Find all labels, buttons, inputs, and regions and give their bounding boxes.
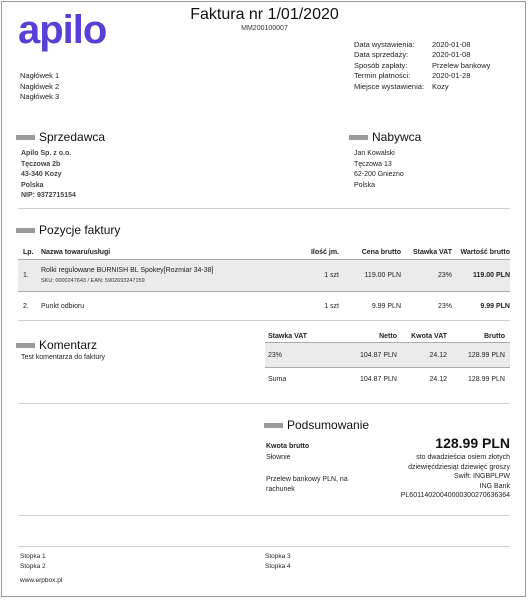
meta-value: Kozy xyxy=(432,81,449,91)
summary-heading xyxy=(264,418,369,432)
summary-payment-line: Przelew bankowy PLN, na xyxy=(266,476,348,483)
seller-heading xyxy=(16,130,105,144)
comment-heading xyxy=(16,338,97,352)
col-value: Wartość brutto xyxy=(460,249,510,256)
meta-row xyxy=(354,82,490,92)
buyer-heading xyxy=(349,130,421,144)
vat-total-vat: 24.12 xyxy=(429,375,447,383)
summary-gross-value: 128.99 PLN xyxy=(435,435,510,451)
vat-total-row xyxy=(265,368,510,390)
meta-value: Przelew bankowy xyxy=(432,60,491,70)
buyer-line: 62-200 Gniezno xyxy=(354,171,404,178)
footer-line: Stopka 1 xyxy=(20,553,46,560)
meta-label: Miejsce wystawienia: xyxy=(354,81,425,91)
footer-right xyxy=(265,552,291,571)
summary-words xyxy=(408,453,510,472)
vat-header-row xyxy=(265,330,510,342)
vat-rate: 23% xyxy=(268,351,283,359)
meta-value: 2020-01-08 xyxy=(432,40,471,49)
summary-bank-name: ING Bank xyxy=(479,482,510,490)
seller-title: Sprzedawca xyxy=(39,130,106,144)
vat-gross: 128.99 PLN xyxy=(468,351,505,359)
seller-line: 43-340 Kozy xyxy=(21,171,62,178)
meta-row xyxy=(354,61,490,71)
footer-left xyxy=(20,552,46,571)
seller-line: Tęczowa 2b xyxy=(21,160,61,168)
table-row xyxy=(18,259,510,292)
summary-swift: Swift: INGBPLPW xyxy=(453,473,510,480)
section-bar xyxy=(264,423,283,428)
summary-words-line: sto dwadzieścia osiem złotych xyxy=(416,454,510,461)
section-bar xyxy=(349,135,368,140)
row-price: 119.00 PLN xyxy=(364,272,401,279)
table-row xyxy=(18,292,510,321)
section-bar xyxy=(16,343,35,348)
document-number: MM200100007 xyxy=(241,25,288,32)
summary-words-line: dziewięćdziesiąt dziewięć groszy xyxy=(408,463,510,471)
summary-bank xyxy=(401,472,510,501)
seller-line: NIP: 9372715154 xyxy=(21,192,76,199)
items-title: Pozycje faktury xyxy=(39,223,121,237)
col-price: Cena brutto xyxy=(361,249,401,256)
header-lines xyxy=(20,71,59,103)
summary-payment-row xyxy=(266,472,510,501)
vat-row xyxy=(265,342,510,368)
summary-gross-label: Kwota brutto xyxy=(266,443,310,450)
buyer-line: Tęczowa 13 xyxy=(354,160,392,168)
col-name: Nazwa towaru/usługi xyxy=(41,249,111,256)
row-value: 9.99 PLN xyxy=(480,302,510,310)
buyer-line: Polska xyxy=(354,181,376,189)
footer-line: Stopka 3 xyxy=(265,553,291,560)
row-name: Rolki regulowane BURNISH BL Spokey[Rozmiar 34-38] xyxy=(41,267,214,274)
summary-payment-line: rachunek xyxy=(266,485,295,493)
meta-row xyxy=(354,40,490,50)
row-sku: SKU: 0000247643 / EAN: 5902693247159 xyxy=(41,278,145,284)
summary-title: Podsumowanie xyxy=(287,418,370,432)
vat-col-gross: Brutto xyxy=(484,332,505,340)
summary-payment-label xyxy=(266,472,348,501)
row-name-cell xyxy=(41,267,269,284)
footer-line: Stopka 2 xyxy=(20,562,46,570)
seller-line: Apilo Sp. z o.o. xyxy=(21,150,72,157)
meta-row xyxy=(354,71,490,81)
row-qty: 1 szt xyxy=(324,272,339,279)
divider xyxy=(18,515,510,516)
vat-col-vat: Kwota VAT xyxy=(411,332,447,340)
meta-value: 2020-01-08 xyxy=(432,50,471,60)
seller-line: Polska xyxy=(21,181,44,189)
summary-gross-row xyxy=(266,435,510,451)
meta-label: Termin płatności: xyxy=(354,71,411,81)
comment-text: Test komentarza do faktury xyxy=(21,354,106,361)
footer-line: Stopka 4 xyxy=(265,562,291,570)
row-name: Punkt odbioru xyxy=(41,302,85,310)
divider xyxy=(18,208,510,209)
items-heading xyxy=(16,223,120,237)
col-qty: Ilość jm. xyxy=(310,249,339,256)
row-vat: 23% xyxy=(437,302,452,310)
document-title: Faktura nr 1/01/2020 xyxy=(190,6,339,23)
section-bar xyxy=(16,135,35,140)
row-vat: 23% xyxy=(437,272,452,279)
buyer-line: Jan Kowalski xyxy=(354,150,395,157)
buyer-title: Nabywca xyxy=(372,130,422,144)
meta-label: Sposób zapłaty: xyxy=(354,60,408,70)
vat-total-net: 104.87 PLN xyxy=(360,375,397,383)
section-bar xyxy=(16,228,35,233)
vat-table xyxy=(265,330,510,390)
summary-words-row xyxy=(266,453,510,472)
header-line: Nagłówek 1 xyxy=(20,71,60,80)
col-vat: Stawka VAT xyxy=(412,249,452,256)
row-value: 119.00 PLN xyxy=(473,272,510,279)
row-qty: 1 szt xyxy=(324,302,339,310)
vat-col-rate: Stawka VAT xyxy=(268,332,308,340)
row-lp: 1. xyxy=(23,272,29,279)
vat-col-net: Netto xyxy=(379,332,397,340)
comment-title: Komentarz xyxy=(39,338,98,352)
meta-value: 2020-01-28 xyxy=(432,71,471,81)
footer-site: www.erpbox.pl xyxy=(20,577,63,584)
vat-total-label: Suma xyxy=(268,375,287,383)
meta-label: Data wystawienia: xyxy=(354,40,415,49)
invoice-meta xyxy=(354,40,490,92)
row-price: 9.99 PLN xyxy=(371,302,401,310)
buyer-details xyxy=(354,149,404,191)
apilo-logo: apilo xyxy=(18,8,107,52)
header-line: Nagłówek 2 xyxy=(20,81,60,91)
row-lp: 2. xyxy=(23,302,29,310)
divider xyxy=(18,403,510,404)
summary-iban: PL60114020040000300270636364 xyxy=(400,492,510,499)
items-table xyxy=(18,246,510,321)
seller-details xyxy=(21,149,76,202)
vat-amount: 24.12 xyxy=(429,351,447,359)
header-line: Nagłówek 3 xyxy=(20,92,60,101)
meta-label: Data sprzedaży: xyxy=(354,50,409,60)
summary-words-label: Słownie xyxy=(266,454,291,461)
summary-block xyxy=(266,435,510,501)
meta-row xyxy=(354,50,490,60)
vat-net: 104.87 PLN xyxy=(360,351,397,359)
items-header-row xyxy=(18,246,510,259)
col-lp: Lp. xyxy=(23,249,34,256)
vat-total-gross: 128.99 PLN xyxy=(468,375,505,383)
divider xyxy=(18,546,510,547)
